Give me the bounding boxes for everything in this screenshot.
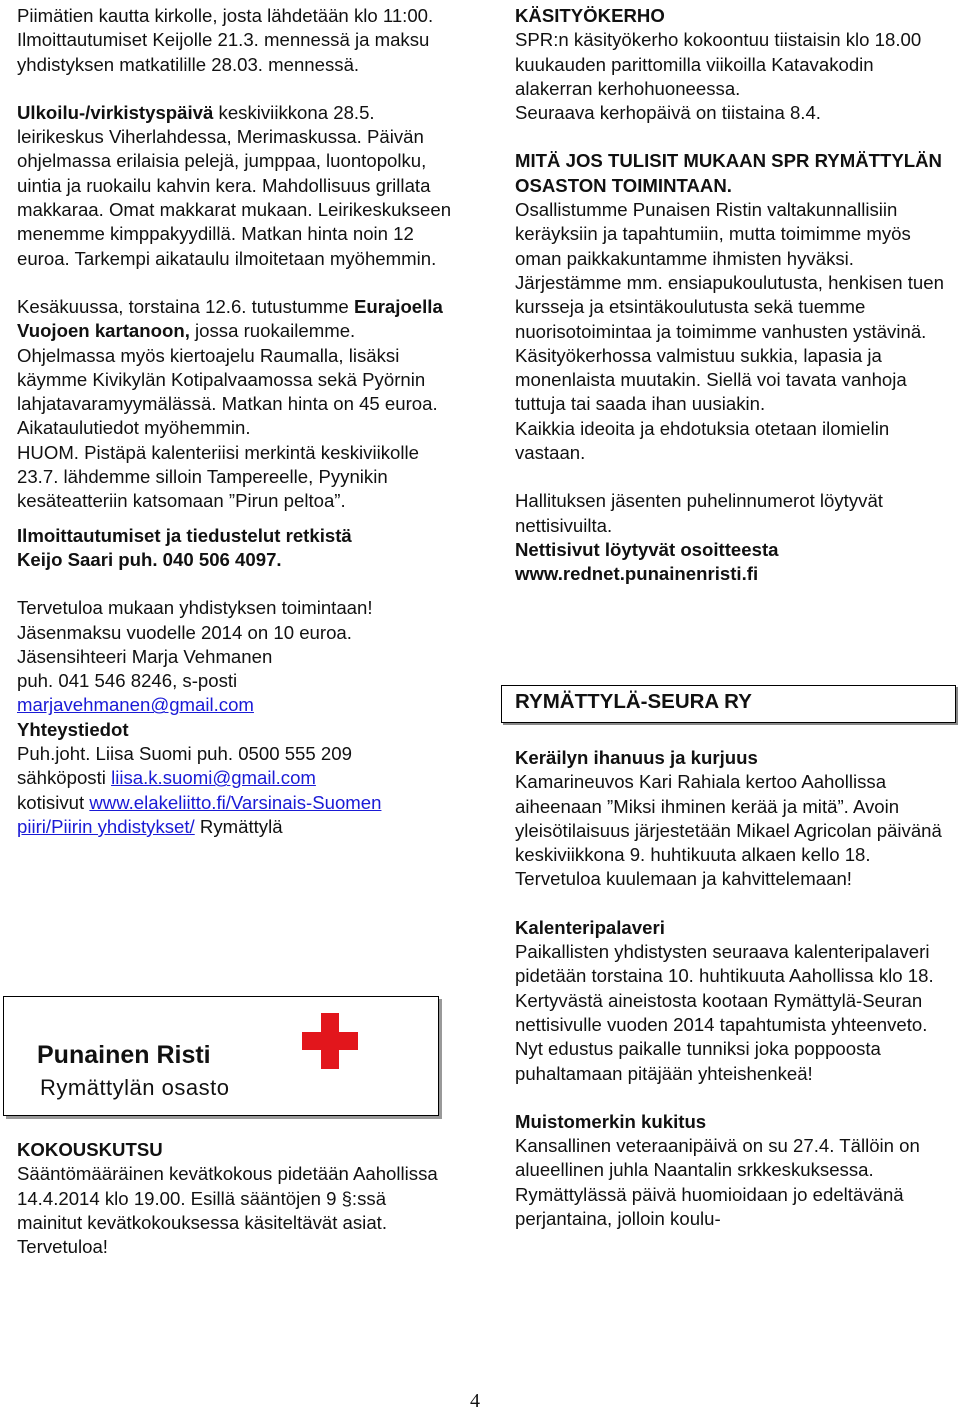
muisto-heading: Muistomerkin kukitus [515, 1110, 707, 1132]
kokouskutsu-section [17, 1138, 447, 1259]
kasityokerho-next: Seuraava kerhopäivä on tiistaina 8.4. [515, 102, 821, 124]
puh-sposti-line: puh. 041 546 8246, s-posti [17, 670, 238, 692]
elakeliitto-link-part-1[interactable]: www.elakeliitto.fi/Varsinais-Suomen [89, 791, 382, 813]
elakeliitto-link-part-2[interactable]: piiri/Piirin yhdistykset/ [17, 815, 195, 837]
kesakuu-rest: jossa ruokailemme. Ohjelmassa myös kiertoajelu Raumalla, lisäksi käymme Kivikylän Kotipalvaamossa sekä Pyörnin lahjatavaramyymälässä. Matkan hinta on 45 euroa. Aikataulutiedot myöhemmin. [17, 320, 438, 439]
jasenmaksu-line: Jäsenmaksu vuodelle 2014 on 10 euroa. [17, 621, 352, 643]
huom-paragraph: HUOM. Pistäpä kalenteriisi merkintä keskiviikolle 23.7. lähdemme silloin Tampereelle, Pyynikin kesäteatteriin katsomaan ”Pirun peltoa”. [17, 441, 419, 512]
seura-section [515, 746, 945, 1231]
kasityokerho-text: SPR:n käsityökerho kokoontuu tiistaisin klo 18.00 kuukauden parittomilla viikoilla Katavakodin alakerran kerhohuoneessa. [515, 29, 922, 99]
logo-title: Punainen Risti [37, 1041, 211, 1069]
red-cross-icon [302, 1013, 358, 1069]
logo-subtitle: Rymättylän osasto [40, 1075, 230, 1100]
ilmoittautumiset-line-2: Keijo Saari puh. 040 506 4097. [17, 548, 282, 570]
sahkoposti-label: sähköposti [17, 767, 112, 789]
kotisivut-line [17, 791, 457, 815]
jasensihteeri-line: Jäsensihteeri Marja Vehmanen [17, 645, 273, 667]
kerailyn-text: Kamarineuvos Kari Rahiala kertoo Aahollissa aiheenaan ”Miksi ihminen kerää ja mitä”. Avoin yleisötilaisuus järjestetään Mikael Agricolan päivänä keskiviikkona 9. huhtikuuta alkaen kello 18. Tervetuloa kuulemaan ja kahvittelemaan! [515, 771, 942, 890]
mita-paragraph-3: Käsityökerhossa valmistuu sukkia, lapasia ja monenlaista muutakin. Siellä voi tavata vanhoja tuttuja tai saada ihan uusiakin. [515, 344, 907, 415]
sahkoposti-line [17, 766, 457, 790]
puhjoht-line: Puh.joht. Liisa Suomi puh. 0500 555 209 [17, 743, 352, 765]
kokouskutsu-end: Tervetuloa! [17, 1236, 108, 1258]
page-number: 4 [470, 1390, 480, 1412]
muisto-text: Kansallinen veteraanipäivä on su 27.4. Tällöin on alueellinen juhla Naantalin srkkeskuksessa. Rymättylässä päivä huomioidaan jo edeltävänä perjantaina, jolloin koulu- [515, 1135, 920, 1230]
ulkoilu-heading: Ulkoilu-/virkistyspäivä [17, 101, 214, 123]
kasityokerho-heading: KÄSITYÖKERHO [515, 5, 665, 26]
kalenteri-paragraph-2: Kertyvästä aineistosta kootaan Rymättylä-Seuran nettisivulle vuoden 2014 tapahtumista yhteenveto. Nyt edustus paikalle tunniksi joka poppoosta puhaltamaan pitäjään yhteishenkeä! [515, 989, 928, 1084]
mita-paragraph-2: Järjestämme mm. ensiapukoulutusta, henkisen tuen kursseja ja etsintäkoulutusta sekä tuemme nuorisotoimintaa ja toimimme vanhusten ystävinä. [515, 271, 944, 342]
ilmoittautumiset-line-1: Ilmoittautumiset ja tiedustelut retkistä [17, 524, 352, 546]
kalenteri-paragraph-1: Paikallisten yhdistysten seuraava kalenteripalaveri pidetään torstaina 10. huhtikuuta Aahollissa klo 18. [515, 941, 934, 987]
mita-paragraph-4: Kaikkia ideoita ja ehdotuksia otetaan ilomielin vastaan. [515, 417, 890, 464]
ulkoilu-text: keskiviikkona 28.5. leirikeskus Viherlahdessa, Merimaskussa. Päivän ohjelmassa erilaisia pelejä, jumppaa, luontopolku, uintia ja ruokailu kahvin kera. Mahdollisuus grillata makkaraa. Omat makkarat mukaan. Leirikeskukseen menemme kimppakyydillä. Matkan hinta noin 12 euroa. Tarkempi aikataulu ilmoitetaan myöhemmin. [17, 101, 452, 269]
kotisivut-label: kotisivut [17, 791, 90, 813]
email-link-liisa[interactable]: liisa.k.suomi@gmail.com [111, 767, 316, 789]
kalenteri-heading: Kalenteripalaveri [515, 916, 665, 938]
kokouskutsu-heading: KOKOUSKUTSU [17, 1139, 163, 1160]
kokouskutsu-text: Sääntömääräinen kevätkokous pidetään Aahollissa 14.4.2014 klo 19.00. Esillä sääntöjen 9 §:ssä mainitut kevätkokouksessa käsiteltävät asiat. [17, 1163, 438, 1233]
right-column [515, 4, 945, 587]
tervetuloa-line: Tervetuloa mukaan yhdistyksen toimintaan! [17, 597, 373, 619]
rymattyla-seura-box: RYMÄTTYLÄ-SEURA RY [501, 685, 956, 723]
kesakuu-bold: Eurajoella Vuojoen kartanoon, [17, 295, 443, 342]
hallitus-paragraph: Hallituksen jäsenten puhelinnumerot löytyvät nettisivuilta. [515, 490, 883, 536]
nettisivut-line: Nettisivut löytyvät osoitteesta [515, 538, 779, 560]
yhteystiedot-heading: Yhteystiedot [17, 718, 129, 740]
mita-paragraph-1: Osallistumme Punaisen Ristin valtakunnallisiin keräyksiin ja tapahtumiin, mutta toimimme myös oman paikkakuntamme ihmisten hyväksi. [515, 199, 911, 269]
retki-paragraph: Piimätien kautta kirkolle, josta lähdetään klo 11:00. Ilmoittautumiset Keijolle 21.3. mennessä ja maksu yhdistyksen matkatilille 28.03. mennessä. [17, 5, 434, 75]
punainen-risti-logo [3, 996, 439, 1116]
ulkoilu-paragraph [17, 101, 457, 271]
email-link-marja[interactable]: marjavehmanen@gmail.com [17, 694, 254, 716]
url-suffix: Rymättylä [194, 815, 283, 837]
kerailyn-heading: Keräilyn ihanuus ja kurjuus [515, 747, 758, 768]
mita-heading: MITÄ JOS TULISIT MUKAAN SPR RYMÄTTYLÄN OSASTON TOIMINTAAN. [515, 150, 942, 196]
kesakuu-text: Kesäkuussa, torstaina 12.6. tutustumme [17, 295, 354, 317]
kesakuu-paragraph [17, 295, 457, 441]
kotisivut-line-2 [17, 815, 457, 839]
red-cross-logo-graphic [4, 997, 438, 1115]
rednet-url[interactable]: www.rednet.punainenristi.fi [515, 563, 759, 585]
left-column [17, 4, 457, 839]
